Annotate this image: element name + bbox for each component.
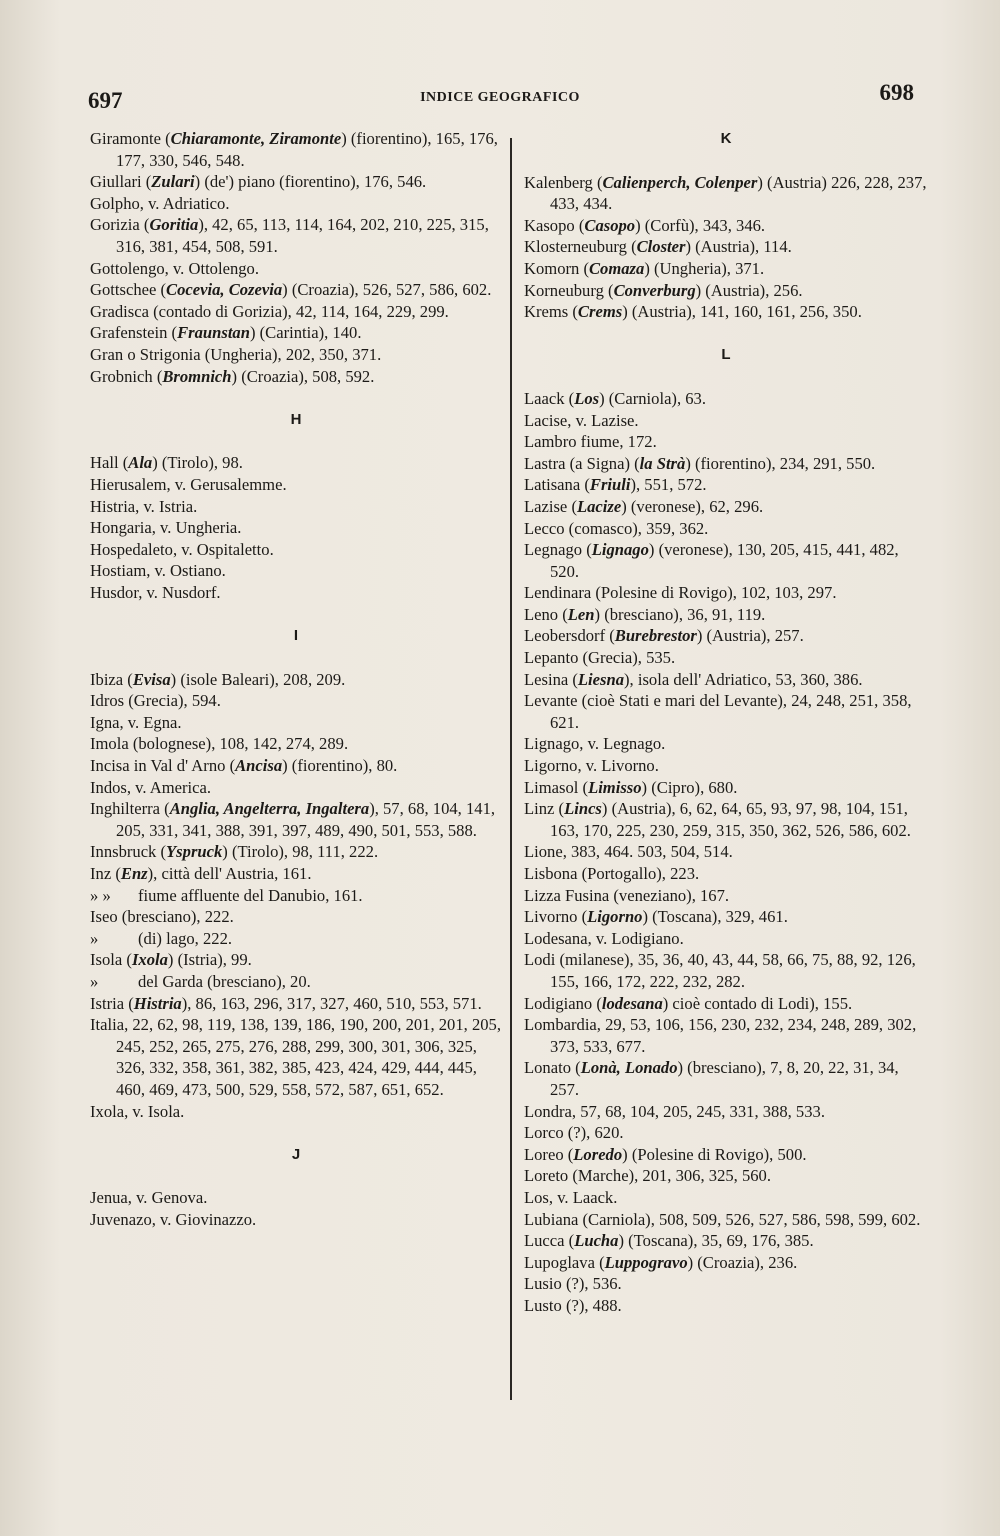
index-entry: [90, 366, 502, 388]
entry-text: Gran o Strigonia (Ungheria), 202, 350, 371.: [90, 344, 382, 364]
entry-references: ) (Carintia), 140.: [249, 323, 362, 343]
index-entry: [524, 410, 928, 432]
entry-text: Iseo (bresciano), 222.: [90, 907, 234, 927]
entry-text: (di) lago, 222.: [138, 928, 233, 948]
index-entry: [524, 777, 928, 799]
index-entry: [90, 993, 502, 1015]
entry-text: Ibiza (: [90, 669, 133, 689]
running-title: INDICE GEOGRAFICO: [420, 90, 580, 105]
entry-text: del Garda (bresciano), 20.: [138, 971, 311, 991]
ditto-mark: » »: [90, 885, 111, 905]
index-entry: [90, 301, 502, 323]
section-spacer: [90, 1122, 502, 1144]
entry-text: Legnago (: [524, 540, 592, 560]
entry-references: ) (fiorentino), 80.: [282, 756, 398, 776]
left-page-number: 697: [88, 88, 123, 113]
entry-references: ) cioè contado di Lodi), 155.: [662, 993, 853, 1013]
index-entry: [90, 171, 502, 193]
index-entry: [524, 280, 928, 302]
entry-references: ) (Croazia), 508, 592.: [231, 366, 375, 386]
entry-text: Indos, v. America.: [90, 777, 212, 797]
entry-references: ) (bresciano), 36, 91, 119.: [594, 604, 766, 624]
variant-name: Len: [567, 604, 595, 624]
index-entry: [524, 1122, 928, 1144]
section-letter: K: [720, 130, 732, 147]
entry-references: ) (fiorentino), 165, 176, 177, 330, 546, 548.: [116, 129, 498, 170]
entry-text: Lorco (?), 620.: [524, 1123, 624, 1143]
entry-references: ), 86, 163, 296, 317, 327, 460, 510, 553, 571.: [181, 993, 482, 1013]
section-letter: J: [291, 1145, 301, 1163]
entry-text: Lombardia, 29, 53, 106, 156, 230, 232, 234, 248, 289, 302, 373, 533, 677.: [524, 1015, 917, 1056]
index-entry: [90, 1209, 502, 1231]
section-spacer: [90, 387, 502, 409]
entry-text: Igna, v. Egna.: [90, 712, 182, 732]
index-entry: [90, 949, 502, 971]
variant-name: Bromnich: [162, 366, 232, 386]
index-entry: [90, 193, 502, 215]
entry-text: Loreo (: [524, 1144, 574, 1164]
section-spacer: [90, 603, 502, 625]
entry-references: ) (Cipro), 680.: [641, 777, 738, 797]
entry-text: Lubiana (Carniola), 508, 509, 526, 527, 586, 598, 599, 602.: [524, 1209, 921, 1229]
entry-text: Lastra (a Signa) (: [524, 453, 640, 473]
entry-text: Gradisca (contado di Gorizia), 42, 114, 164, 229, 299.: [90, 301, 449, 321]
entry-text: Lacise, v. Lazise.: [524, 410, 639, 430]
entry-text: Hall (: [90, 453, 129, 473]
entry-text: Incisa in Val d' Arno (: [90, 756, 236, 776]
variant-name: Lincs: [564, 799, 602, 819]
index-entry: [90, 322, 502, 344]
right-index-column: [524, 128, 928, 1316]
section-letter: I: [293, 627, 299, 645]
index-entry: [524, 1187, 928, 1209]
entry-text: Lione, 383, 464. 503, 504, 514.: [524, 842, 733, 862]
entry-text: Lusto (?), 488.: [524, 1295, 622, 1315]
entry-references: ) (de') piano (fiorentino), 176, 546.: [194, 172, 427, 192]
entry-text: Lodigiano (: [524, 993, 602, 1013]
index-entry: [524, 1252, 928, 1274]
variant-name: lodesana: [601, 993, 663, 1013]
entry-text: Levante (cioè Stati e mari del Levante), 24, 248, 251, 358, 621.: [524, 691, 912, 732]
index-entry: [524, 236, 928, 258]
entry-text: Lupoglava (: [524, 1252, 605, 1272]
entry-text: Los, v. Laack.: [524, 1187, 618, 1207]
index-entry: [524, 625, 928, 647]
variant-name: Yspruck: [166, 842, 223, 862]
entry-text: Kasopo (: [524, 215, 585, 235]
section-spacer: [90, 431, 502, 453]
entry-text: Inz (: [90, 864, 121, 883]
entry-references: ) (veronese), 62, 296.: [621, 496, 764, 516]
entry-references: ) (Austria), 141, 160, 161, 256, 350.: [622, 302, 862, 322]
entry-text: Jenua, v. Genova.: [90, 1188, 208, 1208]
index-entry: [90, 452, 502, 474]
entry-text: Loreto (Marche), 201, 306, 325, 560.: [524, 1166, 772, 1186]
index-entry: [524, 733, 928, 755]
variant-name: Evisa: [132, 669, 171, 689]
index-entry: [90, 777, 502, 799]
variant-name: Calienperch, Colenper: [602, 172, 758, 192]
entry-text: Lignago, v. Legnago.: [524, 734, 666, 754]
entry-text: Lesina (: [524, 669, 578, 689]
variant-name: Crems: [577, 302, 623, 322]
index-entry: [524, 518, 928, 540]
entry-references: ) (Tirolo), 98.: [152, 453, 243, 473]
entry-text: Kalenberg (: [524, 172, 603, 192]
variant-name: la Strà: [639, 453, 686, 473]
section-spacer: [90, 647, 502, 669]
index-entry: [524, 604, 928, 626]
index-entry: [524, 928, 928, 950]
index-entry: [524, 172, 928, 215]
index-entry: [524, 539, 928, 582]
index-entry: [524, 1230, 928, 1252]
index-entry: [524, 690, 928, 733]
entry-text: Limasol (: [524, 777, 589, 797]
index-entry: [90, 517, 502, 539]
entry-text: Husdor, v. Nusdorf.: [90, 582, 221, 602]
index-entry: [90, 928, 502, 950]
entry-references: ), isola dell' Adriatico, 53, 360, 386.: [624, 669, 863, 689]
variant-name: Lacize: [576, 496, 622, 516]
entry-text: Lusio (?), 536.: [524, 1274, 622, 1294]
left-index-column: [90, 128, 502, 1231]
entry-text: Hospedaleto, v. Ospitaletto.: [90, 539, 274, 559]
variant-name: Casopo: [584, 215, 636, 235]
entry-text: Leno (: [524, 604, 568, 624]
entry-text: Golpho, v. Adriatico.: [90, 193, 230, 213]
entry-references: ) (Carniola), 63.: [599, 388, 706, 408]
entry-text: Grobnich (: [90, 366, 163, 386]
variant-name: Chiaramonte, Ziramonte: [170, 129, 342, 148]
entry-references: ), 42, 65, 113, 114, 164, 202, 210, 225, 315, 316, 381, 454, 508, 591.: [116, 215, 489, 256]
entry-text: Giramonte (: [90, 129, 171, 148]
entry-text: Lodi (milanese), 35, 36, 40, 43, 44, 58, 66, 75, 88, 92, 126, 155, 166, 172, 222, 232, 282.: [524, 950, 916, 991]
index-entry: [524, 841, 928, 863]
index-entry: [90, 1101, 502, 1123]
variant-name: Luppogravo: [604, 1252, 688, 1272]
entry-references: ) (Austria), 114.: [685, 237, 792, 257]
entry-references: ) (fiorentino), 234, 291, 550.: [685, 453, 876, 473]
entry-references: ) (Polesine di Rovigo), 500.: [622, 1144, 807, 1164]
index-entry: [90, 1014, 502, 1100]
entry-text: Gottolengo, v. Ottolengo.: [90, 258, 259, 278]
index-entry: [90, 258, 502, 280]
index-entry: [90, 885, 502, 907]
entry-references: ) (Croazia), 236.: [687, 1252, 798, 1272]
entry-text: Istria (: [90, 993, 134, 1013]
index-entry: [524, 906, 928, 928]
index-entry: [524, 474, 928, 496]
entry-text: Hierusalem, v. Gerusalemme.: [90, 474, 287, 494]
entry-text: Lodesana, v. Lodigiano.: [524, 928, 684, 948]
entry-references: ), città dell' Austria, 161.: [147, 864, 312, 883]
variant-name: Los: [574, 388, 600, 408]
entry-references: ) (Toscana), 329, 461.: [642, 907, 788, 927]
variant-name: Anglia, Angelterra, Ingaltera: [169, 799, 370, 819]
variant-name: Cocevia, Cozevia: [166, 280, 283, 300]
index-entry: [524, 1101, 928, 1123]
entry-references: ) (bresciano), 7, 8, 20, 22, 31, 34, 257.: [550, 1058, 899, 1099]
index-entry: [524, 431, 928, 453]
right-page-number: 698: [879, 80, 914, 105]
entry-text: Ixola, v. Isola.: [90, 1101, 185, 1121]
entry-text: Imola (bolognese), 108, 142, 274, 289.: [90, 734, 349, 754]
entry-references: ) (Ungheria), 371.: [644, 258, 765, 278]
entry-text: Korneuburg (: [524, 280, 614, 300]
entry-text: Inghilterra (: [90, 799, 170, 819]
running-header: [0, 80, 1000, 120]
variant-name: Converburg: [613, 280, 696, 300]
entry-references: ), 551, 572.: [630, 475, 707, 495]
index-entry: [90, 841, 502, 863]
index-entry: [524, 1165, 928, 1187]
index-entry: [90, 733, 502, 755]
entry-text: Idros (Grecia), 594.: [90, 691, 221, 711]
variant-name: Ancisa: [235, 756, 283, 776]
variant-name: Ligorno: [587, 907, 643, 927]
variant-name: Loredo: [573, 1144, 623, 1164]
index-entry: [524, 647, 928, 669]
section-letter: H: [290, 410, 302, 428]
index-entry: [524, 863, 928, 885]
index-entry: [90, 128, 502, 171]
index-entry: [90, 539, 502, 561]
entry-references: ) (Istria), 99.: [167, 950, 252, 970]
entry-text: Linz (: [524, 799, 565, 819]
entry-references: ) (Austria) 226, 228, 237, 433, 434.: [550, 172, 927, 214]
entry-references: ) (Austria), 256.: [695, 280, 803, 300]
variant-name: Enz: [120, 864, 148, 883]
entry-text: Ligorno, v. Livorno.: [524, 756, 659, 776]
entry-text: Gorizia (: [90, 215, 150, 235]
index-entry: [90, 906, 502, 928]
index-entry: [90, 1187, 502, 1209]
column-divider: [510, 138, 512, 1400]
entry-references: ) (isole Baleari), 208, 209.: [170, 669, 346, 689]
entry-text: Hostiam, v. Ostiano.: [90, 561, 226, 581]
index-entry: [524, 215, 928, 237]
index-entry: [90, 971, 502, 993]
index-entry: [90, 755, 502, 777]
entry-text: Lazise (: [524, 496, 577, 516]
entry-text: Lizza Fusina (veneziano), 167.: [524, 885, 730, 905]
variant-name: Lonà, Lonado: [580, 1058, 678, 1078]
variant-name: Zulari: [151, 172, 195, 192]
entry-text: Lecco (comasco), 359, 362.: [524, 518, 709, 538]
index-entry: [524, 1209, 928, 1231]
index-entry: [524, 388, 928, 410]
index-entry: [524, 798, 928, 841]
index-entry: [524, 301, 928, 323]
section-spacer: [524, 150, 928, 172]
index-entry: [524, 993, 928, 1015]
index-entry: [524, 1144, 928, 1166]
index-entry: [90, 560, 502, 582]
entry-text: Komorn (: [524, 258, 589, 278]
index-entry: [524, 582, 928, 604]
entry-text: Lambro fiume, 172.: [524, 432, 657, 452]
index-entry: [90, 712, 502, 734]
variant-name: Burebrestor: [614, 626, 697, 646]
entry-text: Laack (: [524, 388, 575, 408]
index-entry: [524, 1273, 928, 1295]
index-entry: [524, 1057, 928, 1100]
index-entry: [524, 453, 928, 475]
variant-name: Ala: [128, 453, 153, 473]
index-entry: [90, 582, 502, 604]
variant-name: Histria: [133, 993, 182, 1013]
index-entry: [90, 669, 502, 691]
entry-text: Lonato (: [524, 1058, 581, 1078]
entry-text: Hongaria, v. Ungheria.: [90, 518, 242, 538]
entry-text: fiume affluente del Danubio, 161.: [138, 885, 363, 905]
ditto-mark: »: [90, 928, 99, 948]
section-spacer: [90, 1166, 502, 1188]
ditto-mark: »: [90, 971, 99, 991]
entry-text: Italia, 22, 62, 98, 119, 138, 139, 186, 190, 200, 201, 201, 205, 245, 252, 265, 275, 276, 288, 299, 300, 301, 306, 325, 326, 332, 358, 361, 382, 385, 423, 424, 429, 444, 445, 460, 469, 473, 500, 529, 558, 572, 587, 651, 652.: [90, 1015, 501, 1099]
section-letter: L: [721, 346, 731, 364]
variant-name: Lucha: [574, 1231, 619, 1251]
index-entry: [524, 496, 928, 518]
index-entry: [90, 279, 502, 301]
index-entry: [90, 214, 502, 257]
variant-name: Lignago: [591, 540, 649, 560]
variant-name: Fraunstan: [177, 323, 250, 343]
index-entry: [90, 690, 502, 712]
variant-name: Closter: [636, 237, 686, 257]
index-entry: [90, 496, 502, 518]
index-entry: [90, 344, 502, 366]
index-entry: [524, 258, 928, 280]
index-entry: [90, 474, 502, 496]
entry-references: ) (Austria), 6, 62, 64, 65, 93, 97, 98, 104, 151, 163, 170, 225, 230, 259, 315, 350, 362, 526, 586, 602.: [550, 799, 911, 840]
section-spacer: [524, 323, 928, 345]
entry-references: ) (Tirolo), 98, 111, 222.: [222, 842, 379, 862]
index-entry: [524, 1014, 928, 1057]
entry-text: Leobersdorf (: [524, 626, 615, 646]
entry-text: Krems (: [524, 302, 578, 322]
entry-references: ) (Croazia), 526, 527, 586, 602.: [282, 280, 492, 300]
index-entry: [524, 755, 928, 777]
index-entry: [524, 949, 928, 992]
entry-references: ) (Austria), 257.: [696, 626, 804, 646]
entry-text: Lendinara (Polesine di Rovigo), 102, 103, 297.: [524, 583, 837, 603]
entry-text: Giullari (: [90, 172, 152, 192]
variant-name: Liesna: [577, 669, 625, 689]
entry-references: ) (Corfù), 343, 346.: [635, 215, 766, 235]
entry-text: Latisana (: [524, 475, 590, 495]
entry-text: Lucca (: [524, 1231, 575, 1251]
entry-text: Isola (: [90, 950, 132, 970]
entry-references: ), 57, 68, 104, 141, 205, 331, 341, 388, 391, 397, 489, 490, 501, 553, 588.: [116, 799, 496, 840]
variant-name: Comaza: [588, 258, 645, 278]
entry-text: Lisbona (Portogallo), 223.: [524, 864, 700, 883]
entry-text: Klosterneuburg (: [524, 237, 637, 257]
entry-references: ) (veronese), 130, 205, 415, 441, 482, 520.: [550, 540, 899, 581]
index-entry: [524, 885, 928, 907]
entry-text: Londra, 57, 68, 104, 205, 245, 331, 388, 533.: [524, 1101, 825, 1121]
entry-text: Histria, v. Istria.: [90, 496, 198, 516]
index-entry: [524, 669, 928, 691]
index-entry: [90, 863, 502, 885]
entry-text: Livorno (: [524, 907, 588, 927]
entry-text: Innsbruck (: [90, 842, 167, 862]
section-spacer: [524, 366, 928, 388]
index-entry: [90, 798, 502, 841]
variant-name: Goritia: [149, 215, 199, 235]
entry-text: Lepanto (Grecia), 535.: [524, 648, 676, 668]
entry-text: Juvenazo, v. Giovinazzo.: [90, 1209, 257, 1229]
entry-references: ) (Toscana), 35, 69, 176, 385.: [618, 1231, 814, 1251]
entry-text: Grafenstein (: [90, 323, 178, 343]
variant-name: Friuli: [589, 475, 631, 495]
variant-name: Limisso: [588, 777, 642, 797]
variant-name: Ixola: [131, 950, 168, 970]
entry-text: Gottschee (: [90, 280, 167, 300]
index-entry: [524, 1295, 928, 1317]
